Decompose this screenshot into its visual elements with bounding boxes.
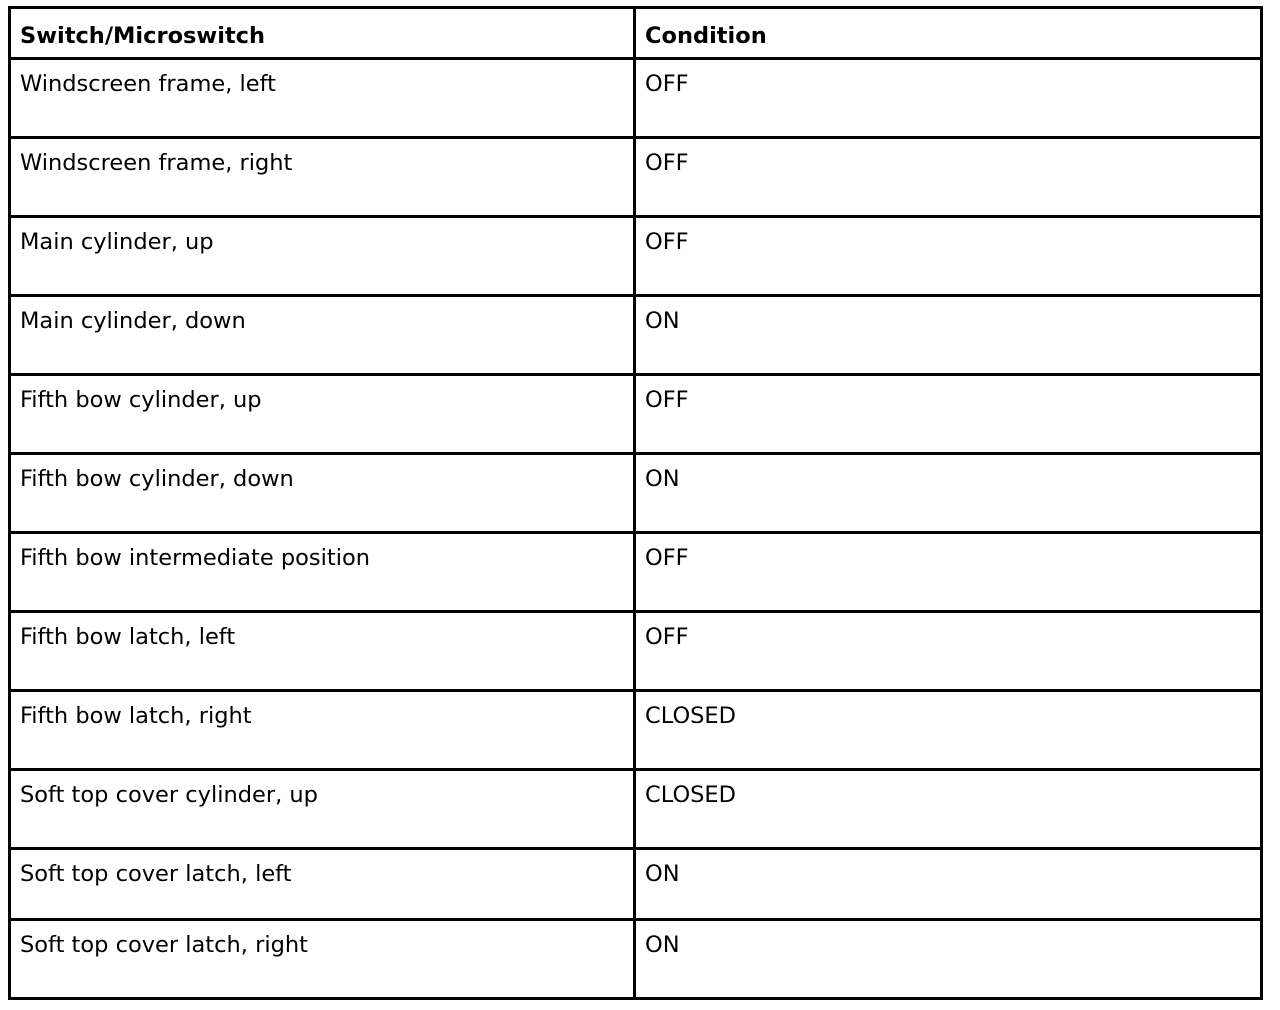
table-header	[10, 8, 1262, 59]
condition-cell: OFF	[635, 138, 1262, 217]
table-row	[10, 296, 1262, 375]
switch-cell: Soft top cover latch, left	[10, 849, 635, 920]
condition-cell: CLOSED	[635, 770, 1262, 849]
column-header-condition: Condition	[635, 8, 1262, 59]
condition-cell: OFF	[635, 59, 1262, 138]
table-row	[10, 375, 1262, 454]
condition-cell: OFF	[635, 612, 1262, 691]
switch-cell: Fifth bow cylinder, down	[10, 454, 635, 533]
table-row	[10, 454, 1262, 533]
table-row	[10, 59, 1262, 138]
switch-cell: Fifth bow cylinder, up	[10, 375, 635, 454]
condition-cell: ON	[635, 920, 1262, 999]
table-row	[10, 217, 1262, 296]
table-row	[10, 920, 1262, 999]
switch-condition-table	[8, 6, 1263, 1000]
switch-cell: Windscreen frame, left	[10, 59, 635, 138]
table-row	[10, 138, 1262, 217]
table-row	[10, 691, 1262, 770]
table-row	[10, 533, 1262, 612]
condition-cell: ON	[635, 296, 1262, 375]
switch-cell: Fifth bow latch, left	[10, 612, 635, 691]
table-body	[10, 59, 1262, 999]
switch-cell: Main cylinder, down	[10, 296, 635, 375]
condition-cell: ON	[635, 849, 1262, 920]
condition-cell: OFF	[635, 375, 1262, 454]
table-row	[10, 770, 1262, 849]
switch-cell: Soft top cover latch, right	[10, 920, 635, 999]
switch-cell: Soft top cover cylinder, up	[10, 770, 635, 849]
table-row	[10, 849, 1262, 920]
condition-cell: CLOSED	[635, 691, 1262, 770]
condition-cell: OFF	[635, 533, 1262, 612]
switch-cell: Main cylinder, up	[10, 217, 635, 296]
condition-cell: ON	[635, 454, 1262, 533]
switch-cell: Windscreen frame, right	[10, 138, 635, 217]
switch-cell: Fifth bow latch, right	[10, 691, 635, 770]
table-header-row	[10, 8, 1262, 59]
condition-cell: OFF	[635, 217, 1262, 296]
column-header-switch: Switch/Microswitch	[10, 8, 635, 59]
switch-cell: Fifth bow intermediate position	[10, 533, 635, 612]
table-row	[10, 612, 1262, 691]
